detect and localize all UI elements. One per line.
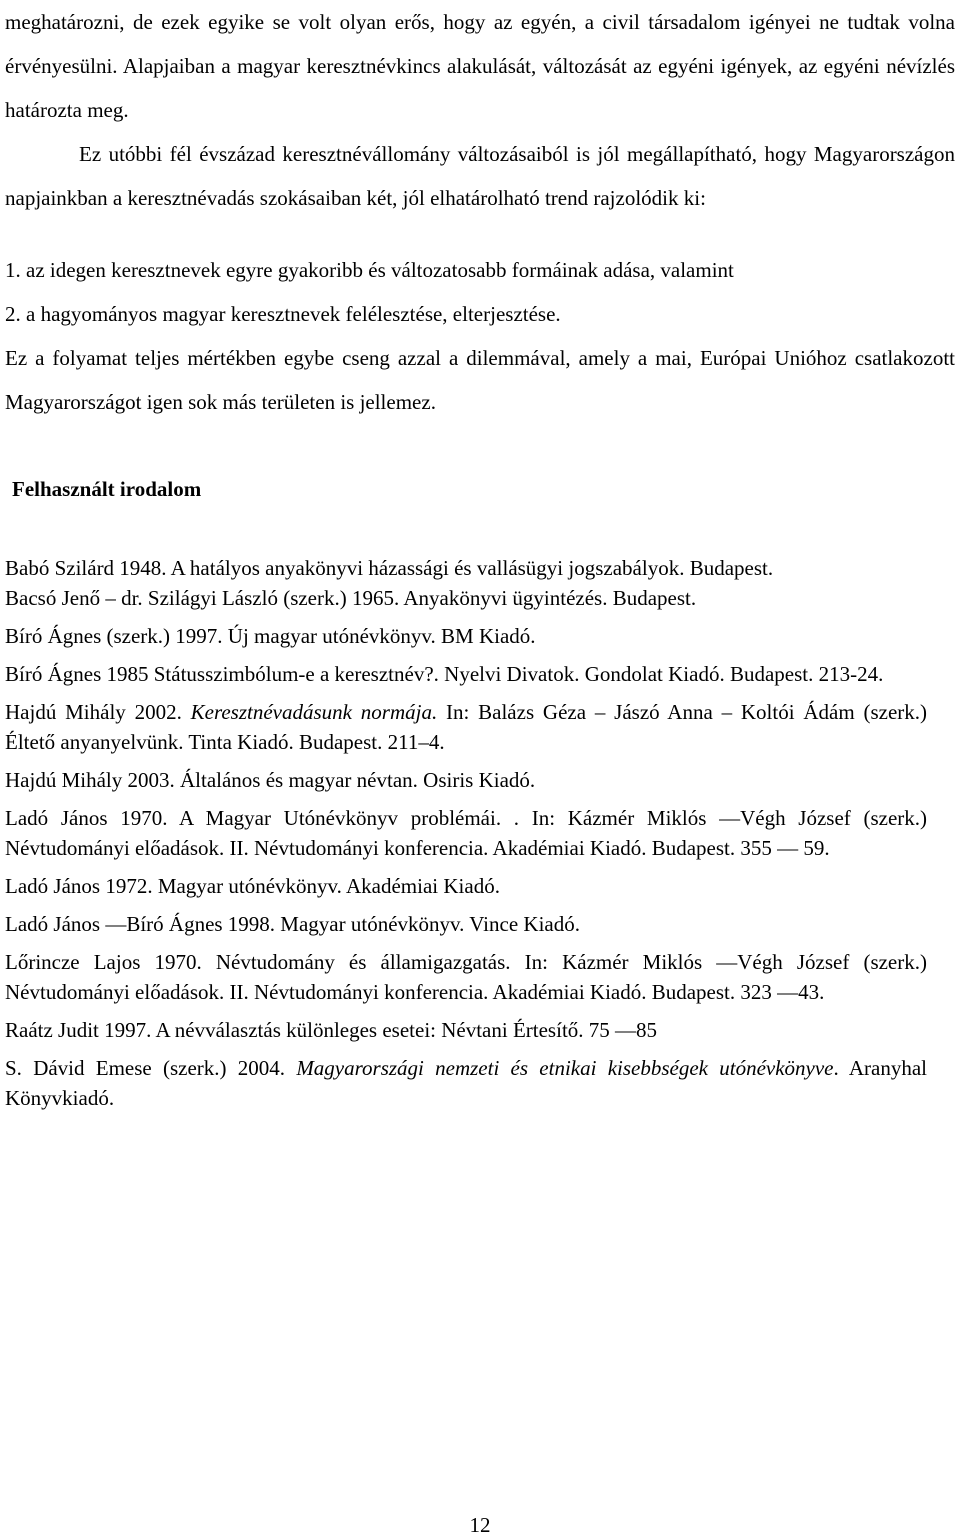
- reference-entry: Lőrincze Lajos 1970. Névtudomány és államigazgatás. In: Kázmér Miklós —Végh József (szerk.) Névtudományi előadások. II. Névtudományi konferencia. Akadémiai Kiadó. Budapest. 323 —43.: [5, 950, 927, 1004]
- reference-entry: [5, 697, 927, 757]
- reference-source: In: Balázs Géza – Jászó Anna – Koltói Ádám (szerk.) Éltető anyanyelvünk. Tinta Kiadó. Budapest. 211–4.: [5, 700, 927, 754]
- page-number: 12: [469, 1513, 491, 1537]
- reference-entry: Bíró Ágnes 1985 Státusszimbólum-e a keresztnév?. Nyelvi Divatok. Gondolat Kiadó. Budapest. 213-24.: [5, 662, 884, 686]
- closing-paragraph: Ez a folyamat teljes mértékben egybe cseng azzal a dilemmával, amely a mai, Európai Unióhoz csatlakozott Magyarországot igen sok más területen is jellemez.: [5, 346, 955, 414]
- list-item: 2. a hagyományos magyar keresztnevek felélesztése, elterjesztése.: [5, 302, 561, 326]
- list-item: 1. az idegen keresztnevek egyre gyakoribb és változatosabb formáinak adása, valamint: [5, 258, 734, 282]
- intro-section: [5, 0, 955, 220]
- reference-entry: Ladó János 1970. A Magyar Utónévkönyv problémái. . In: Kázmér Miklós —Végh József (szerk.) Névtudományi előadások. II. Névtudományi konferencia. Akadémiai Kiadó. Budapest. 355 — 59.: [5, 806, 927, 860]
- reference-entry: Bacsó Jenő – dr. Szilágyi László (szerk.) 1965. Anyakönyvi ügyintézés. Budapest.: [5, 586, 697, 610]
- trend-paragraph: Ez utóbbi fél évszázad keresztnévállomány változásaiból is jól megállapítható, hogy Magyarországon napjainkban a keresztnévadás szokásaiban két, jól elhatárolható trend rajzolódik ki:: [5, 142, 955, 210]
- closing-section: [5, 336, 955, 424]
- reference-entry: Bíró Ágnes (szerk.) 1997. Új magyar utónévkönyv. BM Kiadó.: [5, 624, 536, 648]
- reference-entry: Ladó János —Bíró Ágnes 1998. Magyar utónévkönyv. Vince Kiadó.: [5, 912, 580, 936]
- references-list: [5, 553, 927, 1121]
- reference-entry: Raátz Judit 1997. A névválasztás különleges esetei: Névtani Értesítő. 75 —85: [5, 1018, 658, 1042]
- trend-list: [5, 248, 955, 336]
- reference-title-italic: Keresztnévadásunk normája.: [190, 700, 438, 724]
- reference-author-year: Hajdú Mihály 2002.: [5, 700, 191, 724]
- reference-title-italic: Magyarországi nemzeti és etnikai kisebbségek utónévkönyve: [296, 1056, 834, 1080]
- intro-paragraph: meghatározni, de ezek egyike se volt olyan erős, hogy az egyén, a civil társadalom igényei ne tudtak volna érvényesülni. Alapjaiban a magyar keresztnévkincs alakulását, változását az egyéni igények, az egyéni névízlés határozta meg.: [5, 10, 955, 122]
- reference-entry: [5, 1053, 927, 1113]
- references-heading: Felhasznált irodalom: [12, 477, 202, 501]
- reference-entry: Babó Szilárd 1948. A hatályos anyakönyvi házassági és vallásügyi jogszabályok. Budapest.: [5, 556, 774, 580]
- reference-author-year: S. Dávid Emese (szerk.) 2004.: [5, 1056, 297, 1080]
- reference-entry: Ladó János 1972. Magyar utónévkönyv. Akadémiai Kiadó.: [5, 874, 500, 898]
- reference-entry: Hajdú Mihály 2003. Általános és magyar névtan. Osiris Kiadó.: [5, 768, 536, 792]
- reference-source: . Aranyhal Könyvkiadó.: [5, 1056, 927, 1110]
